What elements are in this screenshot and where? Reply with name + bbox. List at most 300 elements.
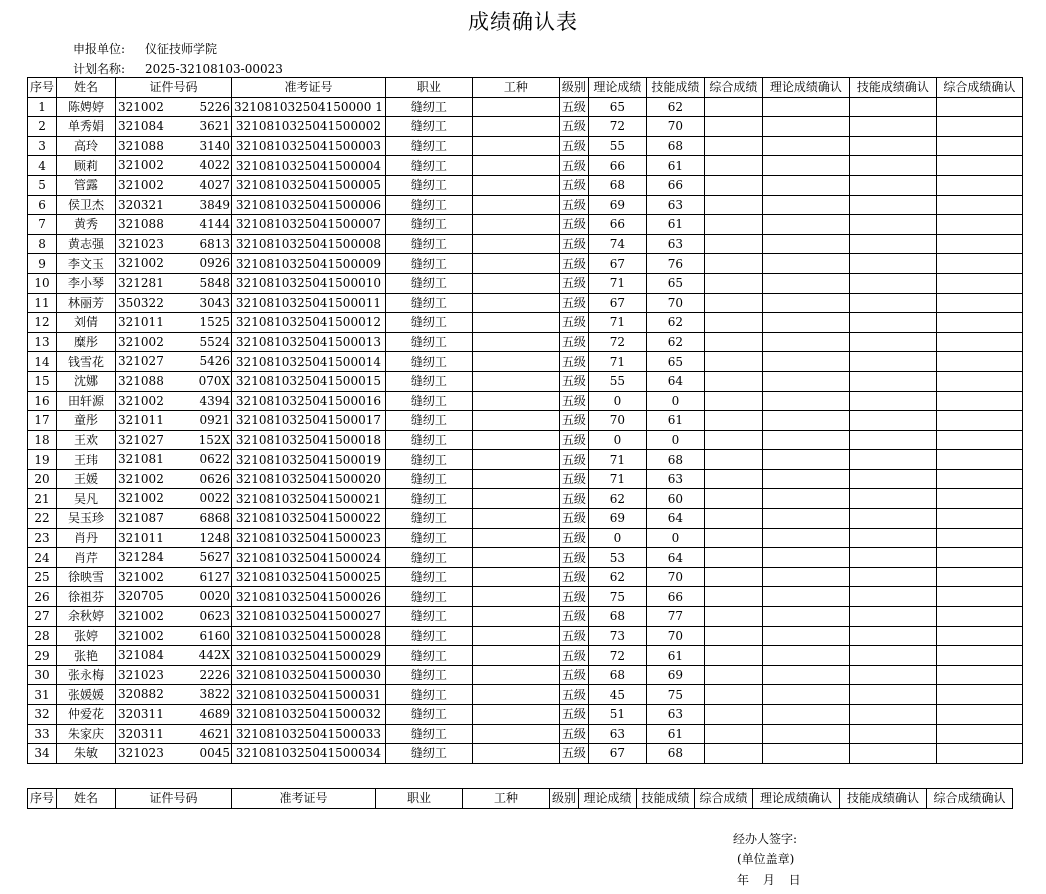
job-type-cell (472, 705, 559, 725)
overall-confirm-cell (936, 567, 1022, 587)
footer-column-header-cell: 综合成绩 (695, 789, 753, 809)
id-suffix: 3849 (199, 197, 231, 212)
theory-score-cell: 74 (588, 234, 646, 254)
footer-column-header-cell: 证件号码 (116, 789, 232, 809)
id-number-cell (116, 411, 232, 431)
theory-score-cell: 71 (588, 352, 646, 372)
skill-confirm-cell (849, 430, 936, 450)
unit-seal-label: (单位盖章) (737, 852, 795, 866)
id-number-cell (116, 313, 232, 333)
overall-score-cell (704, 469, 762, 489)
row-number-cell: 8 (28, 234, 57, 254)
row-number-cell: 24 (28, 548, 57, 568)
overall-confirm-cell (936, 195, 1022, 215)
theory-score-cell: 62 (588, 567, 646, 587)
table-row (28, 528, 1023, 548)
id-prefix: 321084 (118, 119, 164, 134)
job-type-cell (472, 175, 559, 195)
unit-value: 仪征技师学院 (145, 42, 218, 56)
theory-score-cell: 68 (588, 607, 646, 627)
footer-header-table (27, 788, 1013, 809)
theory-confirm-cell (762, 469, 849, 489)
occupation-cell: 缝纫工 (385, 705, 472, 725)
job-type-cell (472, 450, 559, 470)
id-suffix: 4144 (199, 217, 231, 232)
skill-confirm-cell (849, 509, 936, 529)
row-number-cell: 20 (28, 469, 57, 489)
job-type-cell (472, 411, 559, 431)
theory-confirm-cell (762, 509, 849, 529)
id-suffix: 6813 (199, 236, 231, 251)
id-suffix: 0623 (199, 609, 231, 624)
table-row (28, 293, 1023, 313)
theory-confirm-cell (762, 332, 849, 352)
occupation-cell: 缝纫工 (385, 97, 472, 117)
overall-score-cell (704, 705, 762, 725)
name-cell: 童彤 (57, 411, 116, 431)
theory-confirm-cell (762, 313, 849, 333)
name-cell: 钱雪花 (57, 352, 116, 372)
id-suffix: 5848 (199, 275, 231, 290)
page-title: 成绩确认表 (468, 10, 578, 34)
exam-number-cell: 321081032504150000 1 (232, 97, 386, 117)
overall-confirm-cell (936, 744, 1022, 764)
skill-confirm-cell (849, 411, 936, 431)
skill-score-cell: 66 (646, 175, 704, 195)
occupation-cell: 缝纫工 (385, 234, 472, 254)
theory-score-cell: 68 (588, 665, 646, 685)
overall-confirm-cell (936, 430, 1022, 450)
column-header-cell: 理论成绩确认 (762, 78, 849, 98)
name-cell: 朱家庆 (57, 724, 116, 744)
name-cell: 肖芹 (57, 548, 116, 568)
name-cell: 张永梅 (57, 665, 116, 685)
exam-number-cell: 3210810325041500006 (232, 195, 386, 215)
skill-score-cell: 0 (646, 391, 704, 411)
exam-number-cell: 3210810325041500022 (232, 509, 386, 529)
level-cell: 五级 (559, 626, 588, 646)
name-cell: 顾莉 (57, 156, 116, 176)
theory-score-cell: 55 (588, 371, 646, 391)
overall-score-cell (704, 391, 762, 411)
theory-confirm-cell (762, 254, 849, 274)
id-number-cell (116, 548, 232, 568)
exam-number-cell: 3210810325041500013 (232, 332, 386, 352)
id-prefix: 321084 (118, 648, 164, 663)
row-number-cell: 2 (28, 117, 57, 137)
overall-score-cell (704, 136, 762, 156)
exam-number-cell: 3210810325041500008 (232, 234, 386, 254)
table-row (28, 411, 1023, 431)
overall-confirm-cell (936, 293, 1022, 313)
id-number-cell (116, 469, 232, 489)
exam-number-cell: 3210810325041500005 (232, 175, 386, 195)
job-type-cell (472, 685, 559, 705)
theory-confirm-cell (762, 665, 849, 685)
id-number-cell (116, 626, 232, 646)
overall-score-cell (704, 117, 762, 137)
level-cell: 五级 (559, 195, 588, 215)
level-cell: 五级 (559, 273, 588, 293)
table-row (28, 136, 1023, 156)
footer-column-header-cell: 理论成绩 (579, 789, 637, 809)
job-type-cell (472, 489, 559, 509)
job-type-cell (472, 391, 559, 411)
name-cell: 林丽芳 (57, 293, 116, 313)
theory-score-cell: 72 (588, 332, 646, 352)
job-type-cell (472, 97, 559, 117)
unit-line (73, 40, 217, 57)
overall-confirm-cell (936, 469, 1022, 489)
footer-column-header-cell: 技能成绩 (637, 789, 695, 809)
occupation-cell: 缝纫工 (385, 215, 472, 235)
theory-confirm-cell (762, 175, 849, 195)
id-suffix: 3621 (199, 119, 231, 134)
id-suffix: 0926 (199, 256, 231, 271)
id-suffix: 4621 (199, 726, 231, 741)
exam-number-cell: 3210810325041500024 (232, 548, 386, 568)
skill-confirm-cell (849, 313, 936, 333)
theory-confirm-cell (762, 430, 849, 450)
name-cell: 黄秀 (57, 215, 116, 235)
table-row (28, 117, 1023, 137)
theory-score-cell: 71 (588, 469, 646, 489)
overall-confirm-cell (936, 646, 1022, 666)
theory-confirm-cell (762, 685, 849, 705)
level-cell: 五级 (559, 607, 588, 627)
theory-confirm-cell (762, 528, 849, 548)
overall-confirm-cell (936, 489, 1022, 509)
id-suffix: 0626 (199, 471, 231, 486)
occupation-cell: 缝纫工 (385, 548, 472, 568)
level-cell: 五级 (559, 489, 588, 509)
id-prefix: 321011 (118, 530, 164, 545)
level-cell: 五级 (559, 548, 588, 568)
skill-score-cell: 75 (646, 685, 704, 705)
occupation-cell: 缝纫工 (385, 411, 472, 431)
skill-confirm-cell (849, 705, 936, 725)
row-number-cell: 34 (28, 744, 57, 764)
job-type-cell (472, 587, 559, 607)
level-cell: 五级 (559, 528, 588, 548)
overall-confirm-cell (936, 705, 1022, 725)
overall-confirm-cell (936, 509, 1022, 529)
skill-score-cell: 65 (646, 352, 704, 372)
skill-confirm-cell (849, 234, 936, 254)
id-prefix: 321002 (118, 158, 164, 173)
name-cell: 王玮 (57, 450, 116, 470)
id-number-cell (116, 489, 232, 509)
overall-confirm-cell (936, 391, 1022, 411)
row-number-cell: 19 (28, 450, 57, 470)
theory-score-cell: 70 (588, 411, 646, 431)
id-number-cell (116, 352, 232, 372)
theory-score-cell: 69 (588, 509, 646, 529)
name-cell: 王媛 (57, 469, 116, 489)
job-type-cell (472, 215, 559, 235)
overall-confirm-cell (936, 136, 1022, 156)
overall-score-cell (704, 215, 762, 235)
skill-score-cell: 63 (646, 705, 704, 725)
id-number-cell (116, 215, 232, 235)
level-cell: 五级 (559, 705, 588, 725)
table-row (28, 391, 1023, 411)
row-number-cell: 26 (28, 587, 57, 607)
overall-score-cell (704, 411, 762, 431)
job-type-cell (472, 626, 559, 646)
skill-confirm-cell (849, 195, 936, 215)
id-number-cell (116, 254, 232, 274)
skill-score-cell: 64 (646, 371, 704, 391)
theory-confirm-cell (762, 117, 849, 137)
occupation-cell: 缝纫工 (385, 587, 472, 607)
overall-score-cell (704, 273, 762, 293)
skill-confirm-cell (849, 371, 936, 391)
id-prefix: 320311 (118, 707, 164, 721)
level-cell: 五级 (559, 646, 588, 666)
row-number-cell: 16 (28, 391, 57, 411)
date-label: 年 月 日 (737, 873, 801, 887)
name-cell: 徐祖芬 (57, 587, 116, 607)
skill-score-cell: 62 (646, 332, 704, 352)
theory-score-cell: 53 (588, 548, 646, 568)
overall-confirm-cell (936, 548, 1022, 568)
theory-confirm-cell (762, 136, 849, 156)
column-header-cell: 技能成绩确认 (849, 78, 936, 98)
footer-column-header-cell: 职业 (376, 789, 463, 809)
id-prefix: 350322 (118, 295, 164, 310)
row-number-cell: 31 (28, 685, 57, 705)
id-prefix: 321088 (118, 138, 164, 153)
exam-number-cell: 3210810325041500018 (232, 430, 386, 450)
row-number-cell: 12 (28, 313, 57, 333)
occupation-cell: 缝纫工 (385, 117, 472, 137)
row-number-cell: 17 (28, 411, 57, 431)
level-cell: 五级 (559, 175, 588, 195)
overall-confirm-cell (936, 528, 1022, 548)
skill-confirm-cell (849, 175, 936, 195)
id-number-cell (116, 156, 232, 176)
table-row (28, 469, 1023, 489)
skill-score-cell: 66 (646, 587, 704, 607)
occupation-cell: 缝纫工 (385, 136, 472, 156)
name-cell: 田轩源 (57, 391, 116, 411)
name-cell: 张婷 (57, 626, 116, 646)
row-number-cell: 4 (28, 156, 57, 176)
id-suffix: 3043 (199, 295, 231, 310)
name-cell: 仲爱花 (57, 705, 116, 725)
job-type-cell (472, 469, 559, 489)
skill-score-cell: 64 (646, 509, 704, 529)
skill-confirm-cell (849, 489, 936, 509)
row-number-cell: 14 (28, 352, 57, 372)
job-type-cell (472, 332, 559, 352)
id-number-cell (116, 528, 232, 548)
id-suffix: 0622 (199, 452, 231, 467)
footer-column-header-cell: 综合成绩确认 (927, 789, 1013, 809)
id-prefix: 321002 (118, 334, 164, 349)
job-type-cell (472, 313, 559, 333)
job-type-cell (472, 607, 559, 627)
name-cell: 张媛媛 (57, 685, 116, 705)
table-row (28, 744, 1023, 764)
footer-column-header-cell: 工种 (463, 789, 550, 809)
exam-number-cell: 3210810325041500016 (232, 391, 386, 411)
overall-score-cell (704, 450, 762, 470)
theory-confirm-cell (762, 293, 849, 313)
level-cell: 五级 (559, 234, 588, 254)
id-prefix: 321023 (118, 236, 164, 251)
id-number-cell (116, 646, 232, 666)
level-cell: 五级 (559, 430, 588, 450)
row-number-cell: 30 (28, 665, 57, 685)
level-cell: 五级 (559, 509, 588, 529)
level-cell: 五级 (559, 469, 588, 489)
skill-confirm-cell (849, 646, 936, 666)
id-suffix: 1525 (199, 315, 231, 330)
id-prefix: 321284 (118, 550, 164, 565)
overall-confirm-cell (936, 156, 1022, 176)
occupation-cell: 缝纫工 (385, 430, 472, 450)
id-suffix: 3140 (199, 138, 231, 153)
overall-score-cell (704, 587, 762, 607)
overall-confirm-cell (936, 97, 1022, 117)
level-cell: 五级 (559, 313, 588, 333)
table-row (28, 626, 1023, 646)
overall-score-cell (704, 430, 762, 450)
theory-score-cell: 45 (588, 685, 646, 705)
overall-confirm-cell (936, 117, 1022, 137)
overall-confirm-cell (936, 332, 1022, 352)
exam-number-cell: 3210810325041500020 (232, 469, 386, 489)
level-cell: 五级 (559, 371, 588, 391)
theory-score-cell: 0 (588, 528, 646, 548)
exam-number-cell: 3210810325041500033 (232, 724, 386, 744)
name-cell: 李文玉 (57, 254, 116, 274)
theory-confirm-cell (762, 156, 849, 176)
row-number-cell: 18 (28, 430, 57, 450)
row-number-cell: 33 (28, 724, 57, 744)
occupation-cell: 缝纫工 (385, 391, 472, 411)
skill-confirm-cell (849, 352, 936, 372)
occupation-cell: 缝纫工 (385, 607, 472, 627)
column-header-cell: 姓名 (57, 78, 116, 98)
level-cell: 五级 (559, 567, 588, 587)
level-cell: 五级 (559, 685, 588, 705)
name-cell: 徐映雪 (57, 567, 116, 587)
id-prefix: 321002 (118, 491, 164, 506)
theory-confirm-cell (762, 489, 849, 509)
skill-confirm-cell (849, 469, 936, 489)
theory-confirm-cell (762, 705, 849, 725)
skill-score-cell: 0 (646, 528, 704, 548)
theory-score-cell: 68 (588, 175, 646, 195)
id-prefix: 320705 (118, 589, 164, 604)
row-number-cell: 32 (28, 705, 57, 725)
id-prefix: 321023 (118, 746, 164, 761)
table-row (28, 332, 1023, 352)
skill-confirm-cell (849, 215, 936, 235)
skill-score-cell: 69 (646, 665, 704, 685)
id-suffix: 152X (198, 432, 231, 447)
overall-score-cell (704, 97, 762, 117)
table-row (28, 705, 1023, 725)
skill-confirm-cell (849, 528, 936, 548)
table-row (28, 646, 1023, 666)
skill-score-cell: 61 (646, 156, 704, 176)
overall-score-cell (704, 509, 762, 529)
id-number-cell (116, 430, 232, 450)
occupation-cell: 缝纫工 (385, 528, 472, 548)
row-number-cell: 15 (28, 371, 57, 391)
theory-confirm-cell (762, 450, 849, 470)
skill-score-cell: 63 (646, 469, 704, 489)
theory-confirm-cell (762, 607, 849, 627)
skill-score-cell: 77 (646, 607, 704, 627)
column-header-cell: 综合成绩 (704, 78, 762, 98)
overall-confirm-cell (936, 450, 1022, 470)
theory-confirm-cell (762, 646, 849, 666)
footer-column-header-cell: 理论成绩确认 (753, 789, 840, 809)
name-cell: 吴玉珍 (57, 509, 116, 529)
name-cell: 侯卫杰 (57, 195, 116, 215)
skill-score-cell: 70 (646, 293, 704, 313)
theory-score-cell: 67 (588, 254, 646, 274)
skill-confirm-cell (849, 744, 936, 764)
skill-confirm-cell (849, 273, 936, 293)
overall-score-cell (704, 313, 762, 333)
occupation-cell: 缝纫工 (385, 195, 472, 215)
footer-header-row (28, 789, 1013, 809)
id-prefix: 321023 (118, 667, 164, 682)
level-cell: 五级 (559, 117, 588, 137)
job-type-cell (472, 156, 559, 176)
footer-column-header-cell: 技能成绩确认 (840, 789, 927, 809)
skill-confirm-cell (849, 607, 936, 627)
job-type-cell (472, 273, 559, 293)
theory-score-cell: 72 (588, 646, 646, 666)
id-number-cell (116, 509, 232, 529)
name-cell: 张艳 (57, 646, 116, 666)
skill-confirm-cell (849, 548, 936, 568)
plan-value: 2025-32108103-00023 (145, 62, 283, 76)
exam-number-cell: 3210810325041500029 (232, 646, 386, 666)
id-prefix: 321002 (118, 628, 164, 643)
name-cell: 朱敏 (57, 744, 116, 764)
overall-score-cell (704, 175, 762, 195)
occupation-cell: 缝纫工 (385, 332, 472, 352)
theory-confirm-cell (762, 548, 849, 568)
theory-score-cell: 75 (588, 587, 646, 607)
id-prefix: 321088 (118, 373, 164, 388)
id-prefix: 321002 (118, 393, 164, 408)
theory-score-cell: 71 (588, 273, 646, 293)
overall-score-cell (704, 646, 762, 666)
theory-score-cell: 69 (588, 195, 646, 215)
id-prefix: 320311 (118, 726, 164, 741)
overall-confirm-cell (936, 411, 1022, 431)
id-prefix: 321081 (118, 452, 164, 467)
overall-confirm-cell (936, 313, 1022, 333)
occupation-cell: 缝纫工 (385, 724, 472, 744)
occupation-cell: 缝纫工 (385, 665, 472, 685)
occupation-cell: 缝纫工 (385, 156, 472, 176)
skill-confirm-cell (849, 724, 936, 744)
theory-confirm-cell (762, 371, 849, 391)
overall-confirm-cell (936, 724, 1022, 744)
id-number-cell (116, 195, 232, 215)
footer-column-header-cell: 准考证号 (232, 789, 376, 809)
